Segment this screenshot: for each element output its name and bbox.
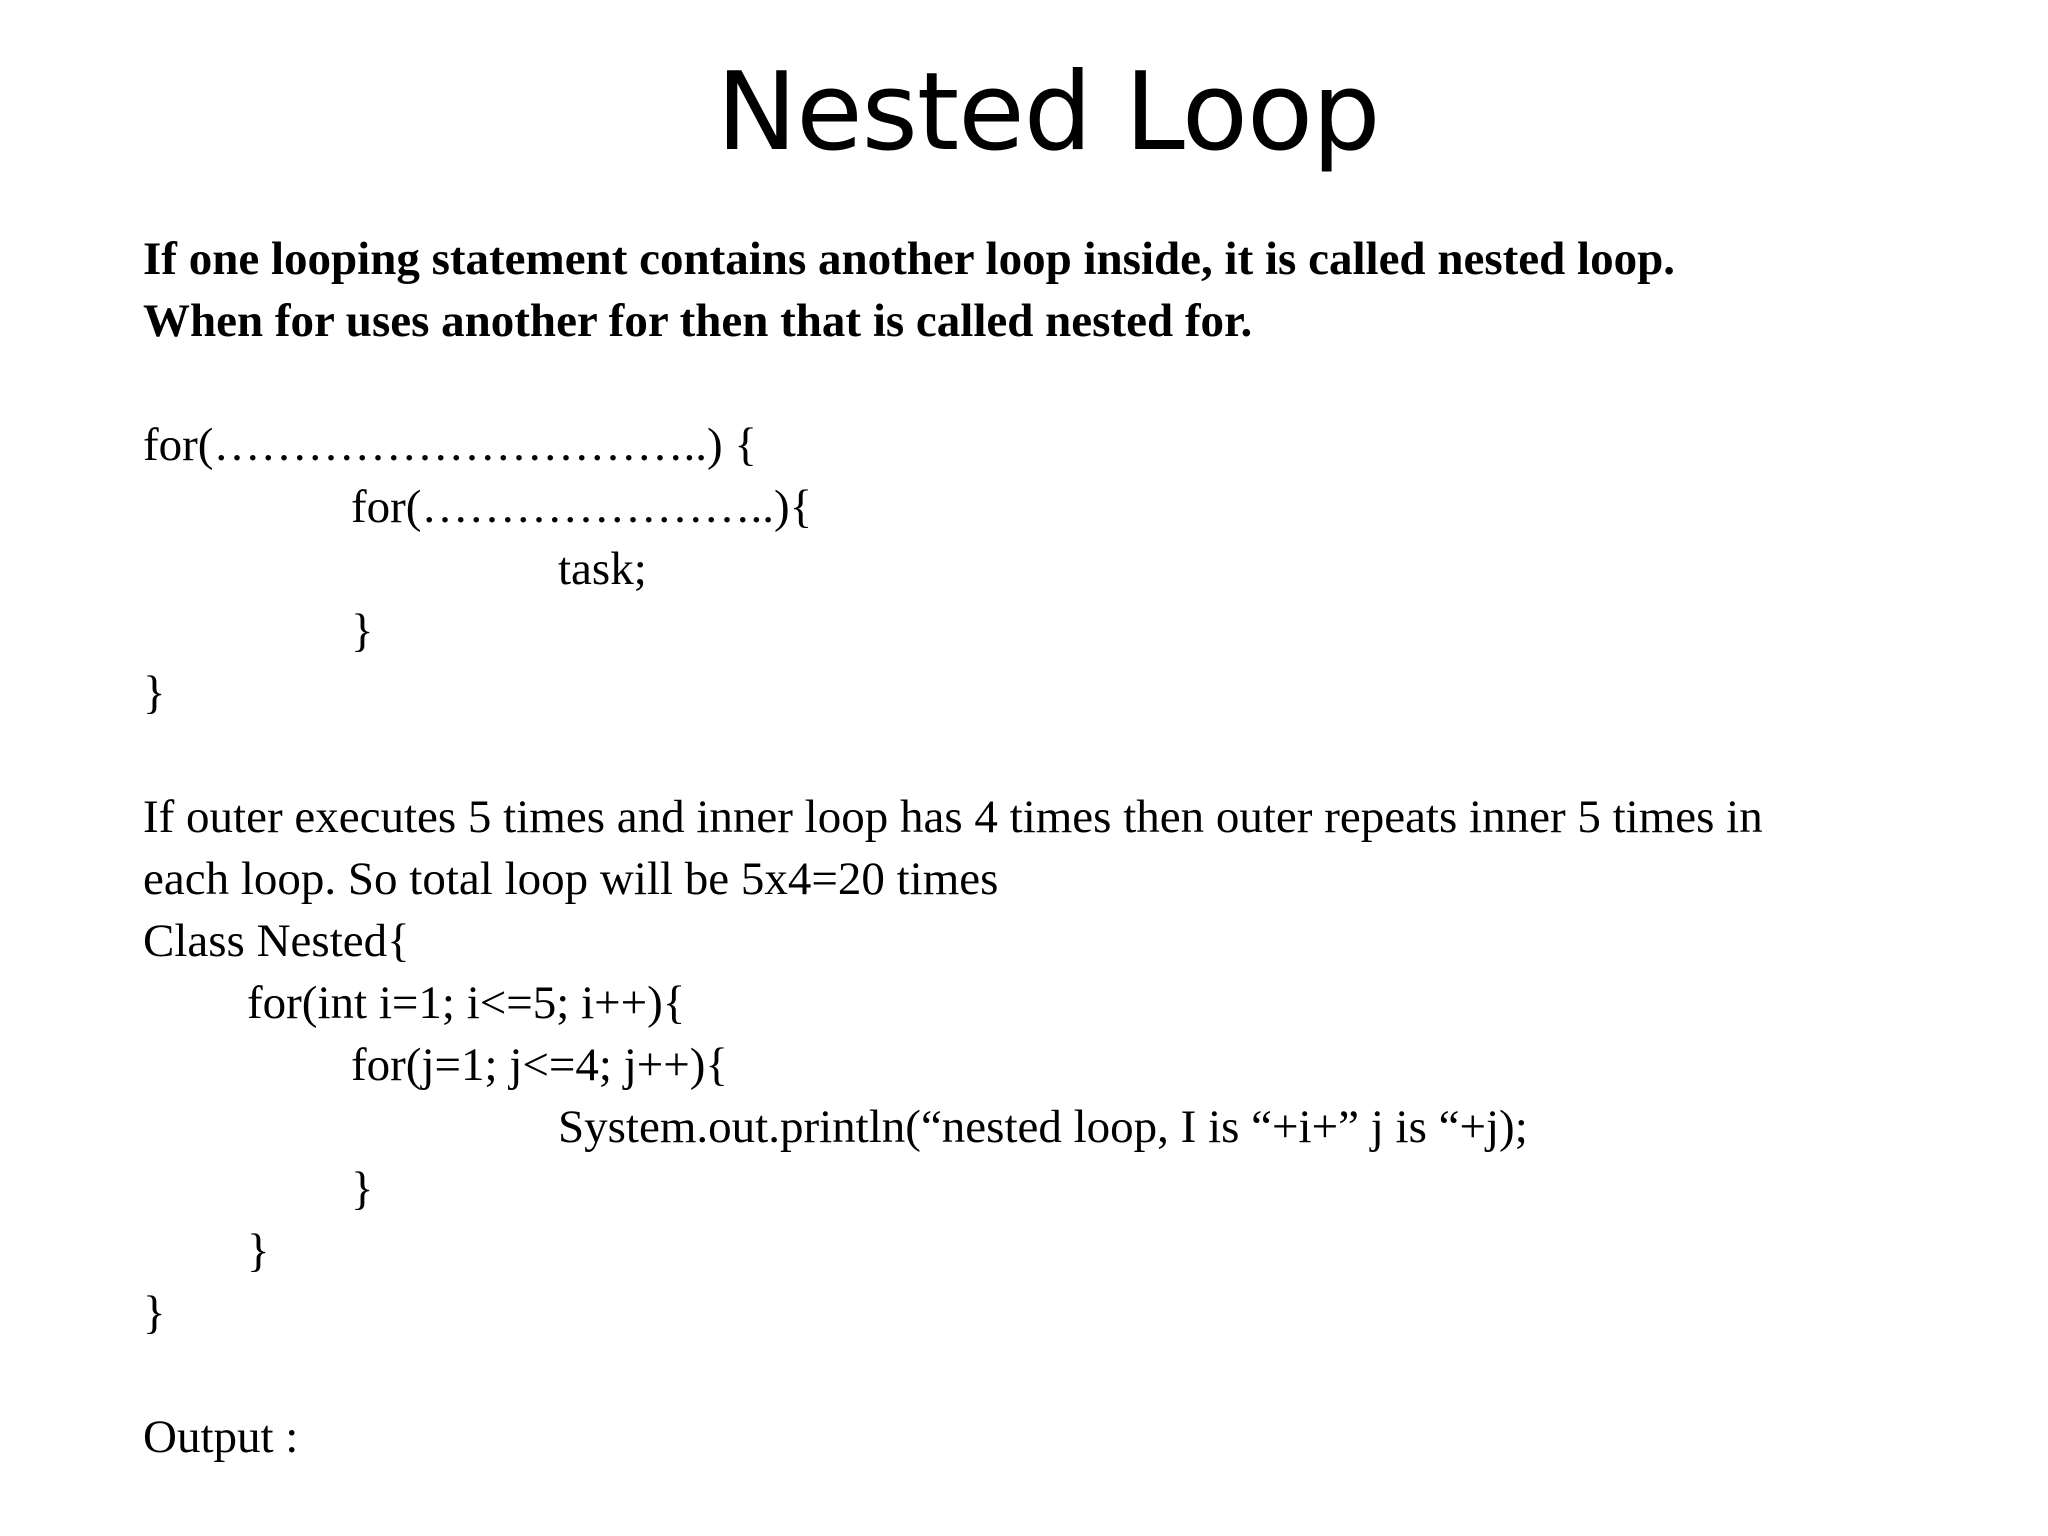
output-label: Output : (143, 1411, 299, 1463)
intro-line-2: When for uses another for then that is called nested for. (143, 295, 1253, 347)
explanation-line-1: If outer executes 5 times and inner loop has 4 times then outer repeats inner 5 times in (143, 791, 1763, 843)
code-close-class: } (143, 1287, 166, 1339)
explanation-line-2: each loop. So total loop will be 5x4=20 times (143, 853, 999, 905)
syntax-outer-for: for(…………………………..) { (143, 419, 757, 471)
syntax-inner-for: for(…………………..){ (351, 481, 813, 533)
code-for-i: for(int i=1; i<=5; i++){ (247, 977, 686, 1029)
intro-line-1: If one looping statement contains another loop inside, it is called nested loop. (143, 233, 1675, 285)
syntax-outer-close: } (143, 667, 166, 719)
code-class-open: Class Nested{ (143, 915, 410, 967)
slide-title: Nested Loop (716, 50, 1380, 175)
syntax-task: task; (558, 543, 647, 595)
code-for-j: for(j=1; j<=4; j++){ (351, 1039, 728, 1091)
syntax-inner-close: } (351, 605, 374, 657)
code-print-statement: System.out.println(“nested loop, I is “+i+” j is “+j); (558, 1101, 1528, 1153)
code-close-i: } (247, 1225, 270, 1277)
code-close-j: } (351, 1163, 374, 1215)
